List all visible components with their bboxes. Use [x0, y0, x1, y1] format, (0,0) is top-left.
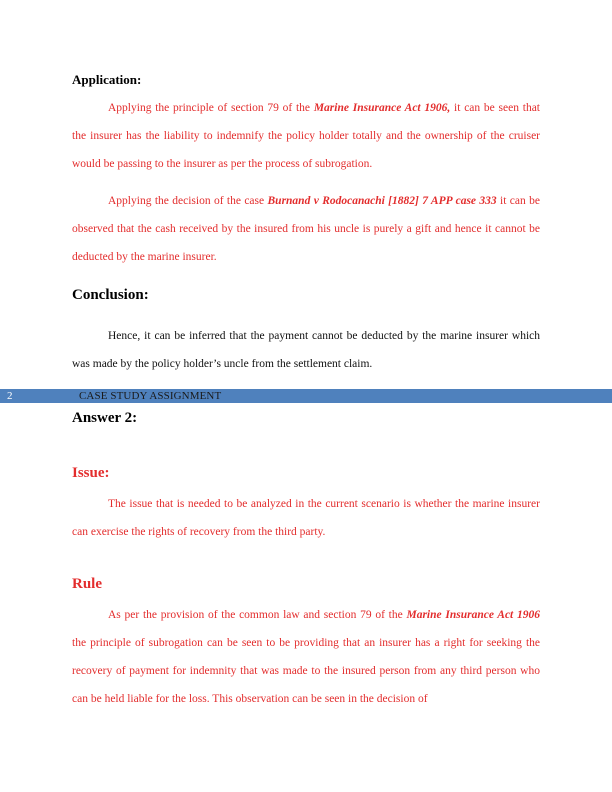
conclusion-paragraph: Hence, it can be inferred that the payment cannot be deducted by the marine insurer which was made by the policy holder’s uncle from the settlement claim.: [72, 330, 540, 370]
app-para2-pre: Applying the decision of the case: [108, 195, 268, 207]
application-paragraph-1: [72, 94, 540, 178]
app-para2-post: it can be observed that the cash received by the insured from his uncle is purely a gift and hence it cannot be deducted by the marine insurer.: [72, 195, 540, 263]
conclusion-heading: Conclusion:: [72, 287, 149, 303]
issue-paragraph: The issue that is needed to be analyzed in the current scenario is whether the marine insurer can exercise the rights of recovery from the third party.: [72, 498, 540, 538]
page-header-band: [0, 389, 612, 403]
answer-2-heading: Answer 2:: [72, 410, 138, 426]
page-number: 2: [7, 390, 13, 402]
rule-para-citation: Marine Insurance Act 1906: [406, 609, 540, 621]
application-paragraph-2: [72, 187, 540, 271]
rule-para-pre: As per the provision of the common law and section 79 of the: [108, 609, 407, 621]
application-heading: Application:: [72, 72, 142, 87]
running-title: CASE STUDY ASSIGNMENT: [79, 390, 222, 402]
issue-heading: Issue:: [72, 465, 110, 481]
app-para1-post: it can be seen that the insurer has the liability to indemnify the policy holder totally and the ownership of the cruiser would be passing to the insurer as per the process of subrogation.: [72, 102, 540, 170]
app-para1-citation: Marine Insurance Act 1906,: [313, 102, 451, 114]
app-para2-citation: Burnand v Rodocanachi [1882] 7 APP case 333: [267, 195, 497, 207]
rule-paragraph: [72, 601, 540, 713]
app-para1-pre: Applying the principle of section 79 of the: [108, 102, 314, 114]
rule-heading: Rule: [72, 576, 102, 592]
rule-para-post: the principle of subrogation can be seen to be providing that an insurer has a right for seeking the recovery of payment for indemnity that was made to the insured person from any third person who can be held liable for the loss. This observation can be seen in the decision of: [72, 637, 540, 705]
